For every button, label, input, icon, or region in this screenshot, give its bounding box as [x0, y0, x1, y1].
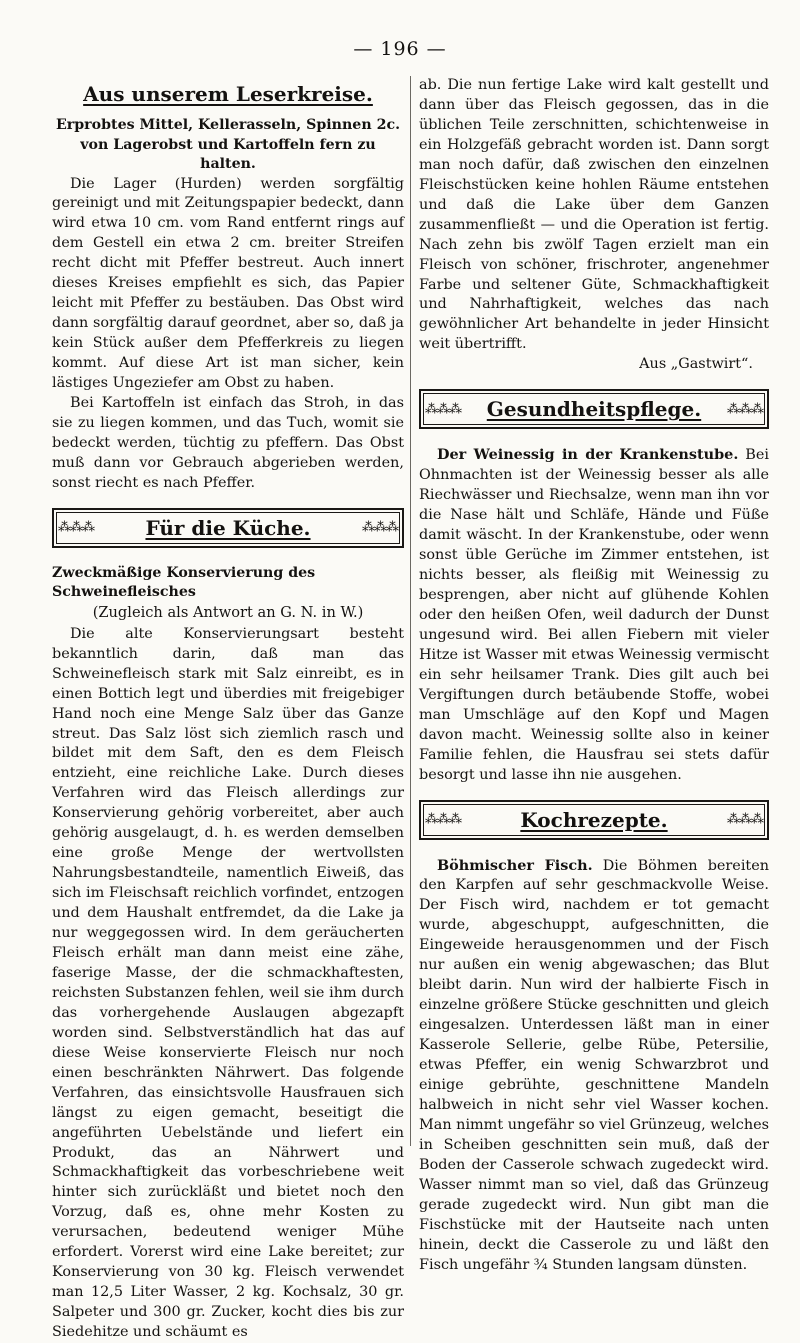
article-title-pests: Erprobtes Mittel, Kellerasseln, Spinnen 2c. von Lagerobst und Kartoffeln fern zu halten. — [55, 117, 401, 172]
section-box-health — [419, 389, 769, 429]
article-source: Aus „Gastwirt“. — [639, 356, 753, 373]
article-paragraph: Bei Kartoffeln ist einfach das Stroh, in das sie zu liegen kommen, und das Tuch, womit sie bedeckt werden, tüchtig zu pfeffern. Das Obst muß dann vor Gebrauch abgerieben werden, sonst riecht es nach Pfeffer. — [52, 394, 404, 491]
article-text: Bei Ohnmachten ist der Weinessig besser als alle Riechwässer und Riechsalze, wenn man ihn vor die Nase hält und Schläfe, Hände und Füße damit wäscht. In der Krankenstube, oder wenn sonst üble Gerüche im Zimmer entstehen, ist nichts besser, als fleißig mit Weinessig zu besprengen, aber nicht auf glühende Kohlen oder den heißen Ofen, weil dadurch der Dunst ungesund wird. Bei allen Fiebern mit vieler Hitze ist Wasser mit etwas Weinessig vermischt ein sehr heilsamer Trank. Dies gilt auch bei Vergiftungen durch betäubende Stoffe, wobei man Umschläge auf den Kopf und Magen davon macht. Weinessig sollte also in keiner Familie fehlen, die Hausfrau sei stets dafür besorgt und lasse ihn nie ausgehen. — [419, 447, 769, 783]
left-column — [52, 76, 404, 1343]
section-title-kitchen: Für die Küche. — [145, 515, 311, 540]
column-divider — [410, 76, 411, 1146]
ornament-icon: ⁂⁂⁂ — [425, 401, 461, 417]
article-title-conservation: Zweckmäßige Konservierung des Schweinefleisches — [52, 564, 316, 601]
section-box-recipes — [419, 800, 769, 840]
ornament-icon: ⁂⁂⁂ — [58, 520, 94, 536]
page-number: — 196 — — [353, 38, 447, 60]
article-paragraph: Die Lager (Hurden) werden sorgfältig gereinigt und mit Zeitungspapier bedeckt, dann wird etwa 10 cm. vom Rand entfernt rings auf dem Gestell ein etwa 2 cm. breiter Streifen recht dicht mit Pfeffer bestreut. Auch innert dieses Kreises empfiehlt es sich, das Papier leicht mit Pfeffer zu bestäuben. Das Obst wird dann sorgfältig darauf geordnet, aber so, daß ja kein Stück außer dem Pfefferkreis zu liegen kommt. Auf diese Art ist man sicher, kein lästiges Ungeziefer am Obst zu haben. — [52, 175, 404, 392]
article-lead-fish: Böhmischer Fisch. — [437, 856, 593, 874]
article-paragraph-continued: ab. Die nun fertige Lake wird kalt gestellt und dann über das Fleisch gegossen, das in die üblichen Teile zerschnitten, schichtenweise in ein Holzgefäß gebracht worden ist. Dann sorgt man noch dafür, daß zwischen den einzelnen Fleischstücken keine hohlen Räume entstehen und daß die Lake über dem Ganzen zusammenfließt — und die Operation ist fertig. Nach zehn bis zwölf Tagen erzielt man ein Fleisch von schöner, frischroter, angenehmer Farbe und seltener Güte, Schmackhaftigkeit und Nahrhaftigkeit, welches das nach gewöhnlicher Art behandelte in jeder Hinsicht weit übertrifft. — [419, 77, 769, 353]
section-heading-readers: Aus unserem Leserkreise. — [83, 82, 373, 106]
right-column — [419, 76, 769, 1276]
article-lead-vinegar: Der Weinessig in der Krankenstube. — [437, 446, 739, 464]
article-text: Die Böhmen bereiten den Karpfen auf sehr geschmackvolle Weise. Der Fisch wird, nachdem er tot gemacht wurde, abgeschuppt, aufgeschnitten, die Eingeweide herausgenommen und der Fisch nur außen ein wenig abgewaschen; das Blut bleibt darin. Nun wird der halbierte Fisch in einzelne größere Stücke geschnitten und gleich eingesalzen. Unterdessen läßt man in einer Kasserole Sellerie, gelbe Rübe, Petersilie, etwas Pfeffer, ein wenig Schwarzbrot und einige gebrühte, geschnittene Mandeln halbweich in nicht sehr viel Wasser kochen. Man nimmt ungefähr so viel Grünzeug, welches in Scheiben geschnitten sein muß, daß der Boden der Casserole schwach zugedeckt wird. Wasser nimmt man so viel, daß das Grünzeug gerade zugedeckt wird. Nun gibt man die Fischstücke mit der Hautseite nach unten hinein, deckt die Casserole zu und läßt den Fisch ungefähr ¾ Stunden langsam dünsten. — [419, 857, 769, 1273]
article-paragraph: Die alte Konservierungsart besteht bekanntlich darin, daß man das Schweinefleisch stark mit Salz einreibt, es in einen Bottich legt und überdies mit freigebiger Hand noch eine Menge Salz über das Ganze streut. Das Salz löst sich ziemlich rasch und bildet mit dem Saft, den es dem Fleisch entzieht, eine reichliche Lake. Durch dieses Verfahren wird das Fleisch allerdings zur Konservierung gehörig vorbereitet, aber auch gehörig ausgelaugt, d. h. es werden demselben eine große Menge der wertvollsten Nahrungsbestandteile, namentlich Eiweiß, das sich im Fleischsaft reichlich vorfindet, entzogen und dem Haushalt entfremdet, da die Lake ja nur weggegossen wird. In dem geräucherten Fleisch erhält man dann meist eine zähe, faserige Masse, der die schmackhaftesten, reichsten Substanzen fehlen, weil sie ihm durch das vorhergehende Auslaugen abgezapft worden sind. Selbstverständlich hat das auf diese Weise konservierte Fleisch nur noch einen beschränkten Nährwert. Das folgende Verfahren, das einsichtsvolle Hausfrauen sich längst zu eigen gemacht, beseitigt die angeführten Uebelstände und liefert ein Produkt, das an Nährwert und Schmackhaftigkeit das vorbeschriebene weit hinter sich zurückläßt und bietet noch den Vorzug, daß es, ohne mehr Kosten zu verursachen, bedeutend weniger Mühe erfordert. Vorerst wird eine Lake bereitet; zur Konservierung von 30 kg. Fleisch verwendet man 12,5 Liter Wasser, 2 kg. Kochsalz, 30 gr. Salpeter und 300 gr. Zucker, kocht dies bis zur Siedehitze und schäumt es — [52, 625, 404, 1341]
article-paragraph — [419, 856, 769, 1276]
ornament-icon: ⁂⁂⁂ — [726, 812, 763, 827]
ornament-icon: ⁂⁂⁂ — [425, 812, 461, 827]
ornament-icon: ⁂⁂⁂ — [362, 520, 398, 536]
ornament-icon: ⁂⁂⁂ — [726, 401, 763, 417]
article-paragraph — [419, 445, 769, 785]
section-box-kitchen — [52, 508, 404, 548]
section-title-recipes: Kochrezepte. — [520, 807, 668, 832]
article-subtitle: (Zugleich als Antwort an G. N. in W.) — [92, 603, 364, 621]
section-title-health: Gesundheitspflege. — [486, 397, 702, 422]
